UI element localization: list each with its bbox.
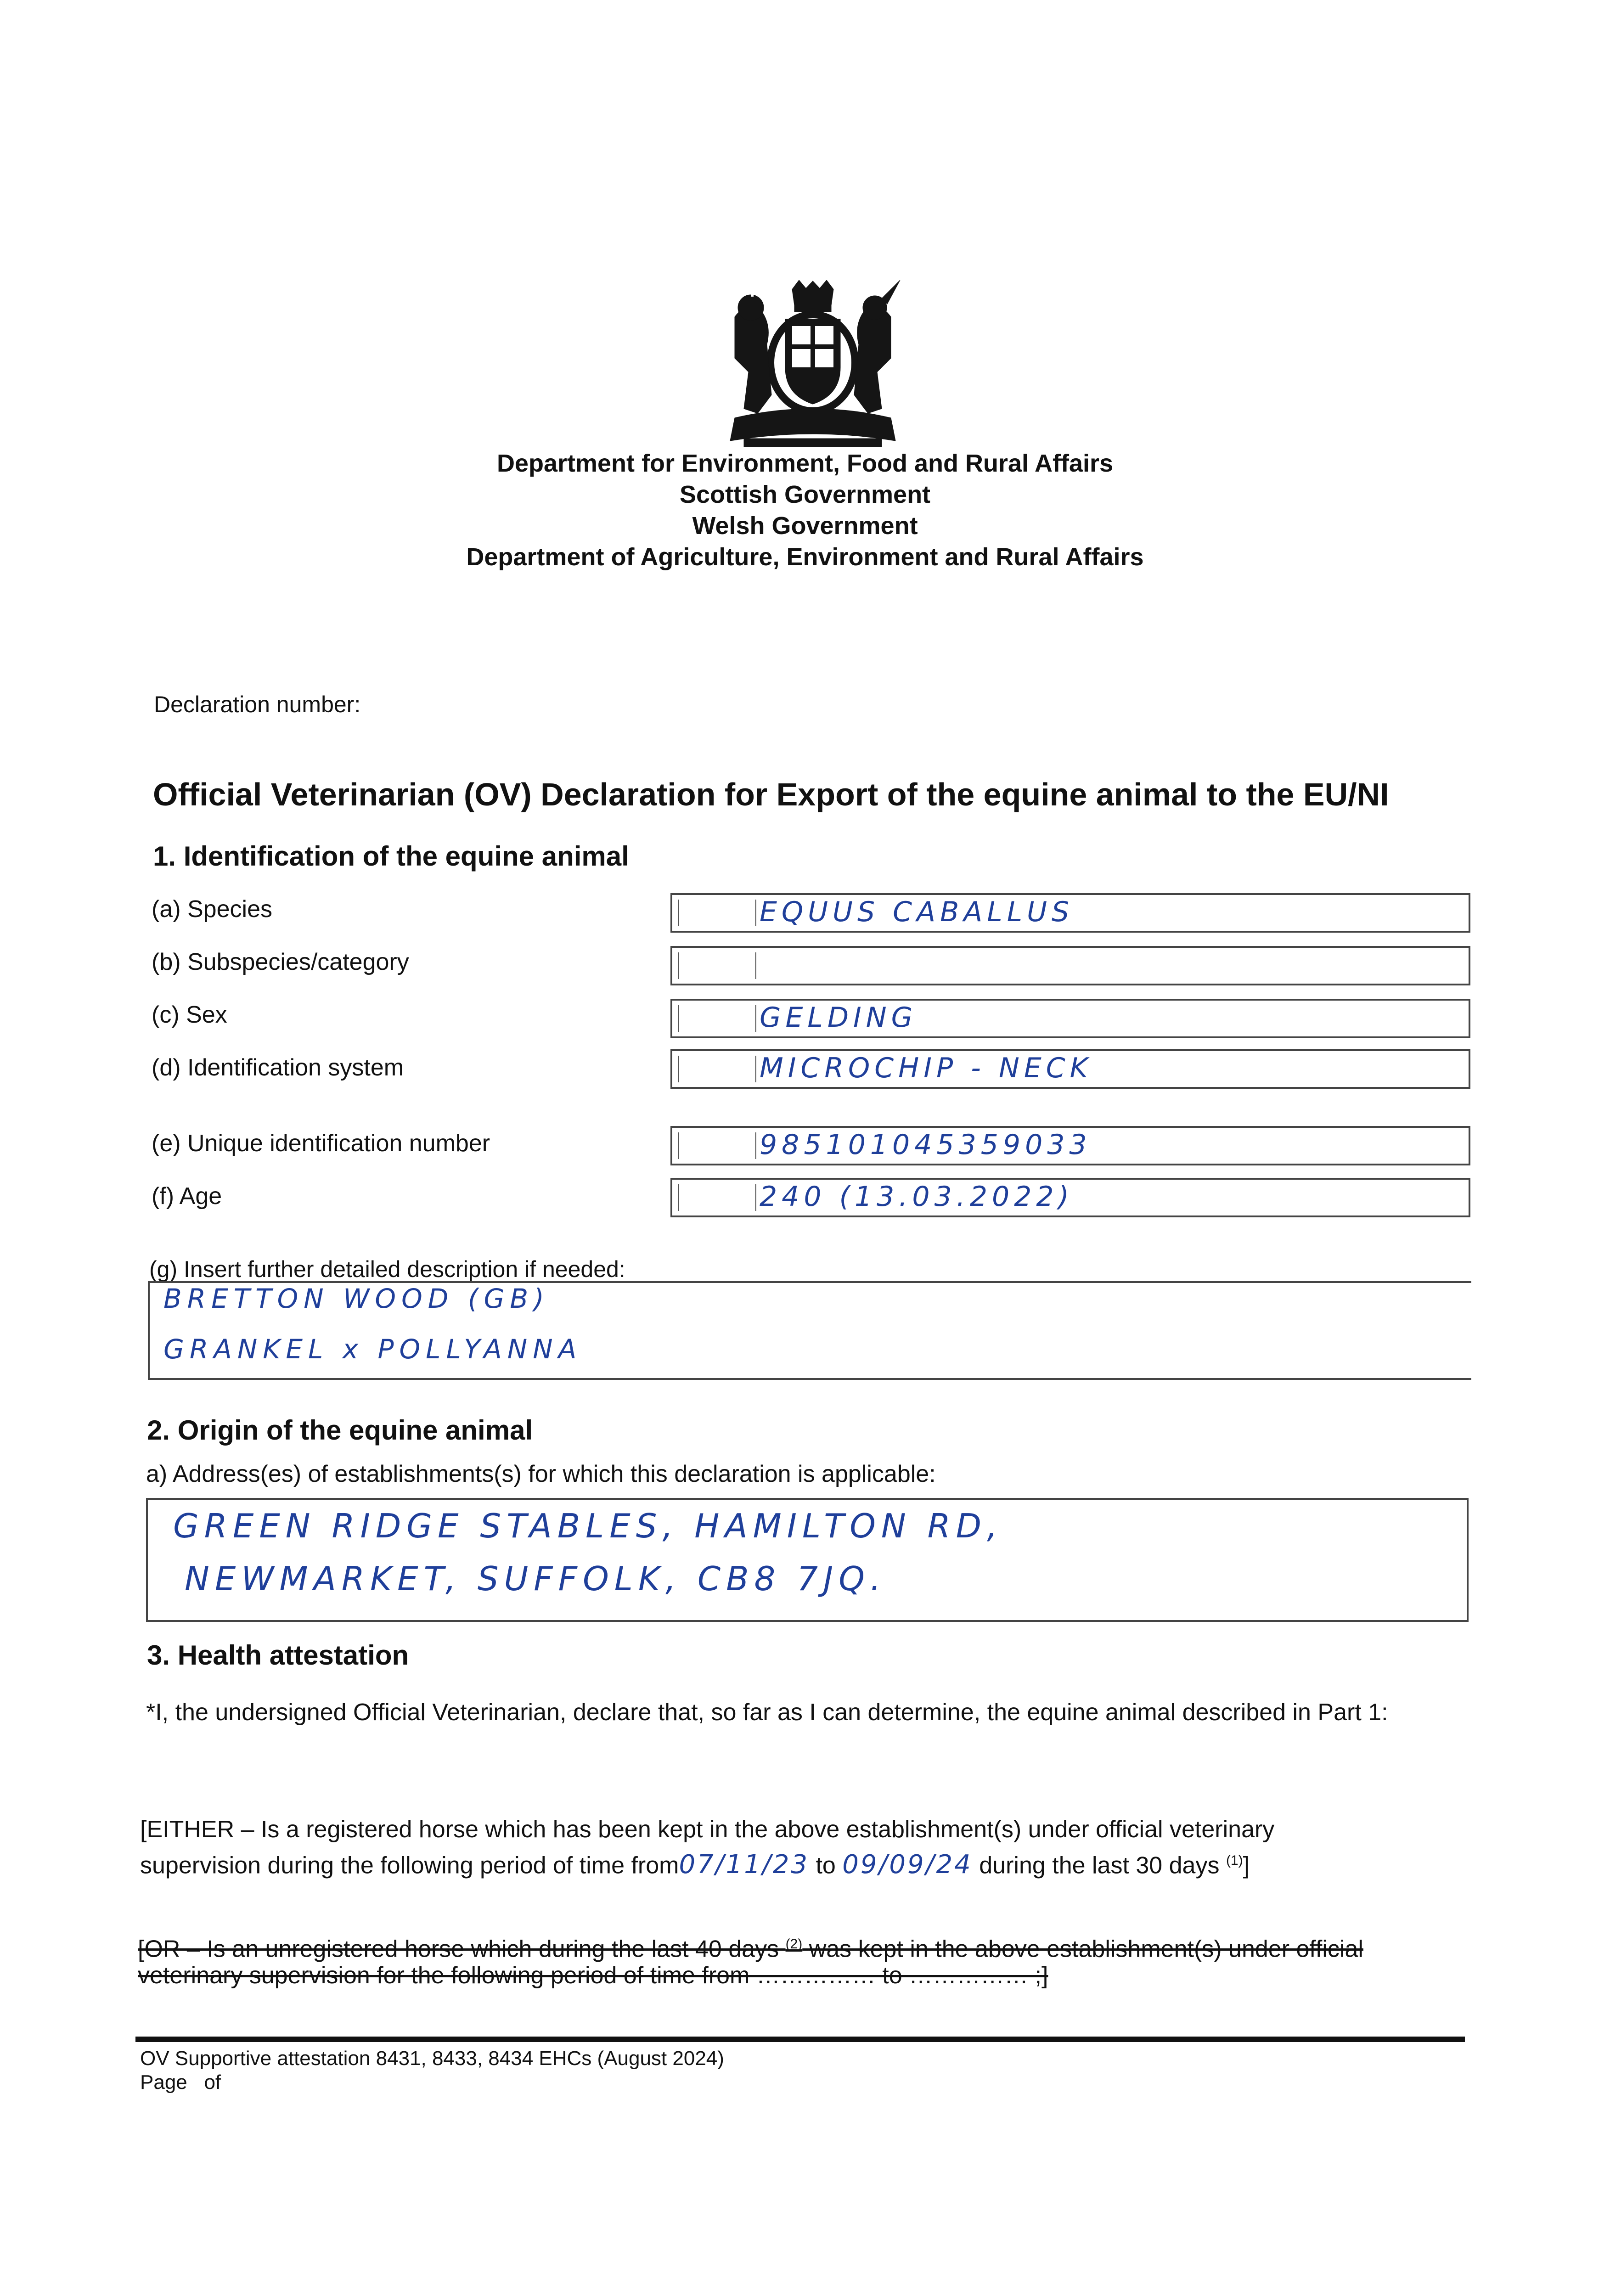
address-box[interactable] (146, 1498, 1469, 1622)
identification-system-label: (d) Identification system (152, 1054, 404, 1081)
species-field[interactable] (670, 893, 1470, 933)
either-text-pre: supervision during the following period of time from (140, 1852, 679, 1879)
address-label: a) Address(es) of establishments(s) for which this declaration is applicable: (146, 1461, 936, 1487)
sex-label: (c) Sex (152, 1002, 227, 1028)
identification-system-field[interactable] (670, 1049, 1470, 1089)
species-label: (a) Species (152, 896, 272, 923)
subspecies-label: (b) Subspecies/category (152, 949, 409, 975)
address-line-1: GREEN RIDGE STABLES, HAMILTON RD, (173, 1507, 1003, 1545)
or-line-1 (138, 1929, 1363, 1964)
either-close-bracket: ] (1243, 1852, 1250, 1879)
description-box[interactable] (148, 1281, 1471, 1380)
subspecies-field[interactable] (670, 946, 1470, 985)
health-attestation-intro: *I, the undersigned Official Veterinarian, declare that, so far as I can determine, the equine animal described in Part 1: (146, 1699, 1388, 1726)
declaration-number-label: Declaration number: (154, 692, 361, 717)
either-line-2 (140, 1845, 1250, 1881)
footer-page-number (140, 2071, 221, 2094)
either-to-word: to (816, 1852, 836, 1879)
department-name-scottish-government: Scottish Government (679, 481, 931, 508)
of-label: of (204, 2071, 221, 2093)
age-field[interactable] (670, 1178, 1470, 1217)
or-text-post: was kept in the above establishment(s) under official (809, 1936, 1363, 1963)
sex-field[interactable] (670, 999, 1470, 1038)
department-name-defra: Department for Environment, Food and Rural Affairs (496, 450, 1114, 477)
description-line-2: GRANKEL x POLLYANNA (163, 1334, 582, 1365)
document-title: Official Veterinarian (OV) Declaration for Export of the equine animal to the EU/NI (153, 777, 1389, 812)
description-line-1: BRETTON WOOD (GB) (163, 1283, 550, 1314)
department-name-welsh-government: Welsh Government (692, 512, 918, 540)
or-text-pre: [OR – Is an unregistered horse which during the last 40 days (138, 1936, 779, 1963)
either-line-1: [EITHER – Is a registered horse which has been kept in the above establishment(s) under official veterinary (140, 1816, 1275, 1843)
or-line-2: veterinary supervision for the following period of time from …………… to …………… ;] (138, 1962, 1048, 1989)
footer-attestation-ref: OV Supportive attestation 8431, 8433, 8434 EHCs (August 2024) (140, 2047, 724, 2070)
either-to-date[interactable]: 09/09/24 (842, 1850, 973, 1880)
either-footnote-ref: (1) (1226, 1853, 1243, 1868)
sex-value: GELDING (760, 1002, 918, 1034)
page-label: Page (140, 2071, 187, 2093)
footer-divider (135, 2037, 1465, 2042)
section-1-heading: 1. Identification of the equine animal (153, 841, 629, 872)
age-value: 240 (13.03.2022) (760, 1181, 1074, 1213)
unique-id-value: 985101045359033 (760, 1129, 1092, 1161)
unique-id-field[interactable] (670, 1126, 1470, 1165)
identification-system-value: MICROCHIP - NECK (760, 1052, 1092, 1084)
section-2-heading: 2. Origin of the equine animal (147, 1415, 533, 1446)
department-name-daera: Department of Agriculture, Environment and Rural Affairs (466, 543, 1144, 571)
either-text-post: during the last 30 days (979, 1852, 1220, 1879)
description-label: (g) Insert further detailed description if needed: (149, 1256, 625, 1282)
either-from-date[interactable]: 07/11/23 (679, 1850, 809, 1880)
unique-id-label: (e) Unique identification number (152, 1130, 490, 1157)
section-3-heading: 3. Health attestation (147, 1640, 409, 1671)
royal-coat-of-arms-icon (716, 280, 909, 450)
age-label: (f) Age (152, 1183, 222, 1210)
address-line-2: NEWMARKET, SUFFOLK, CB8 7JQ. (185, 1559, 886, 1598)
or-footnote-ref: (2) (785, 1936, 803, 1952)
species-value: EQUUS CABALLUS (760, 896, 1074, 928)
